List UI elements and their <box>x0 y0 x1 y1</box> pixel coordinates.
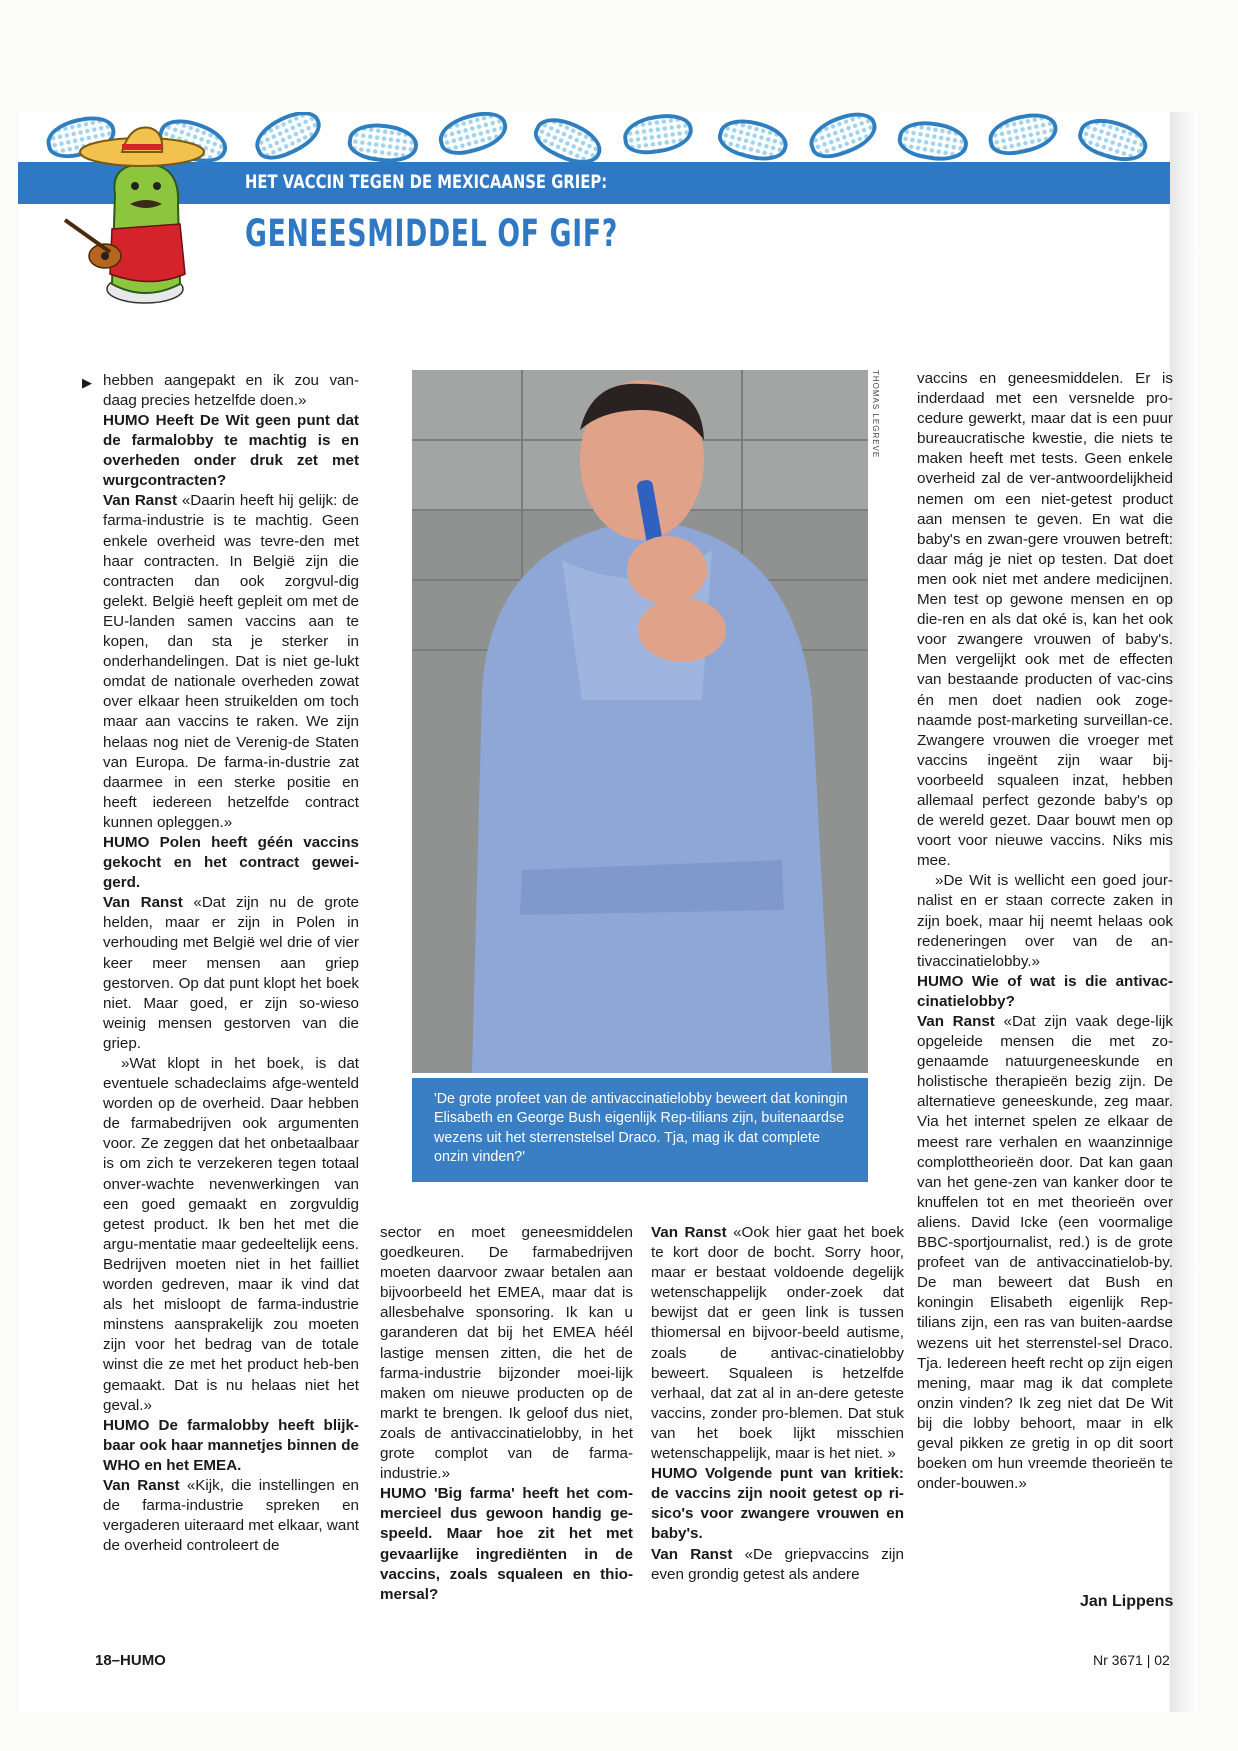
page-fold-shadow <box>1170 112 1198 1712</box>
paragraph: »Wat klopt in het boek, is dat eventuele schadeclaims afge-wenteld worden op de overheid. Daar hebben de farmabedrijven ook argumenten voor. Ze zeggen dat het onbetaalbaar is om zich te verzekeren tegen totaal onver-wachte nevenwerkingen van een goed gemaakt en zorgvuldig getest product. Ik ben het met die argu-mentatie maar gedeeltelijk eens. Bedrijven moeten niet in het failliet worden gedreven, maar ik vind dat als het misloopt de farma-industrie minstens aansprakelijk zou moeten zijn voor het bedrag van de totale winst die ze met het product heb-ben gemaakt. Dat is nu helaas niet het geval.» <box>103 1055 359 1414</box>
interview-question: HUMO 'Big farma' heeft het com-mercieel dus gewoon handig ge-speeld. Maar hoe zit het met gevaarlijke ingrediënten in de vaccins, zoals squaleen en thio-mersal? <box>380 1485 633 1603</box>
interview-question: HUMO Polen heeft géén vaccins gekocht en het contract gewei-gerd. <box>103 833 359 892</box>
interview-answer <box>651 1545 904 1585</box>
issue-number: Nr 3671 | 02 <box>1093 1652 1170 1668</box>
article-headline: GENEESMIDDEL OF GIF? <box>245 212 618 255</box>
interview-question: HUMO Volgende punt van kritiek: de vaccins zijn nooit getest op ri-sico's voor zwangere vrouwen en baby's. <box>651 1465 904 1543</box>
photo-caption: 'De grote profeet van de antivaccinatielobby beweert dat koningin Elisabeth en George Bush eigenlijk Rep-tilians zijn, buitenaardse wezens uit het sterrenstelsel Draco. Tja, mag ik dat complete onzin vinden?' <box>412 1078 868 1182</box>
portrait-photo <box>412 370 868 1073</box>
interview-question: HUMO De farmalobby heeft blijk-baar ook haar mannetjes binnen de WHO en het EMEA. <box>103 1416 359 1474</box>
text-column-3 <box>651 1223 904 1585</box>
interview-answer <box>103 1476 359 1556</box>
text-column-4 <box>917 369 1173 1494</box>
interview-question: HUMO Heeft De Wit geen punt dat de farmalobby te machtig is en overheden onder druk zet met wurgcontracten? <box>103 412 359 490</box>
page-number-left: 18–HUMO <box>95 1652 166 1669</box>
paragraph: hebben aangepakt en ik zou van-daag precies hetzelfde doen.» <box>103 372 359 410</box>
paragraph: sector en moet geneesmiddelen goedkeuren. De farmabedrijven moeten daarvoor zwaar betalen aan bijvoorbeeld het EMEA, maar dat is allesbehalve sponsoring. Ik kan u garanderen dat bij het EMEA héél lastige mensen zitten, die het de farma-industrie bijzonder moei-lijk maken om nieuwe producten op de markt te brengen. Ik geloof dus niet, zoals de antivaccinatielobby, in het grote complot van de farma-industrie.» <box>380 1224 633 1483</box>
paragraph: vaccins en geneesmiddelen. Er is inderdaad met een versnelde pro-cedure gewerkt, maar dat is een puur bureaucratische kwestie, die niets te maken heeft met tests. Geen enkele overheid zal de ver-antwoordelijkheid nemen om een niet-getest product aan mensen te geven. En wat die baby's en zwan-gere vrouwen betreft: daar mág je niet op testen. Dat doet men ook niet met andere medicijnen. Men test op gewone mensen en op die-ren en als dat oké is, kan het ook voor zwangere vrouwen of baby's. Men vergelijkt ook met de effecten van bestaande producten of vac-cins én men doet nadien ook zoge-naamde post-marketing surveillan-ce. Zwangere vrouwen die vroeger met vaccins ingeënt zijn waar bij-voorbeeld squaleen inzat, hebben allemaal perfect gezonde baby's op de wereld gezet. Daar bouwt men op voort voor nieuwe vaccins. Niks mis mee. <box>917 370 1173 870</box>
speaker-name: Van Ranst <box>917 1013 995 1030</box>
speaker-name: Van Ranst <box>103 894 183 912</box>
interview-answer <box>651 1223 904 1464</box>
answer-text: «Ook hier gaat het boek te kort door de bocht. Sorry hoor, maar er bestaat voldoende degelijk wetenschappelijk onder-zoek dat bewijst dat er geen link is tussen thiomersal en bijvoor-beeld autisme, zoals de antivac-cinatielobby beweert. Squaleen is hetzelfde verhaal, dat zat al in an-dere geteste vaccins, zonder pro-blemen. Dat stuk van het boek lijkt misschien wetenschappelijk, maar is het niet. » <box>651 1224 904 1463</box>
paragraph: »De Wit is wellicht een goed jour-nalist en er staan correcte zaken in zijn boek, maar hij neemt helaas ook redeneringen over van de an-tivaccinatielobby.» <box>917 872 1173 970</box>
answer-text: «Dat zijn nu de grote helden, maar er zijn in Polen in verhouding met België wel drie of vier keer meer mensen aan griep gestorven. Op dat punt klopt het boek niet. Maar goed, er zijn so-wieso weinig mensen gestorven van die griep. <box>103 894 359 1052</box>
speaker-name: Van Ranst <box>651 1545 733 1563</box>
cactus-mascot-icon <box>60 124 210 314</box>
byline: Jan Lippens <box>1080 1593 1174 1610</box>
interview-answer <box>917 1012 1173 1494</box>
speaker-name: Van Ranst <box>651 1224 727 1241</box>
answer-text: «Dat zijn vaak dege-lijk opgeleide mensen die met zo-genaamde natuurgeneeskunde en holistische therapieën bezig zijn. De alternatieve geneeskunde, zeg maar. Via het internet spelen ze elkaar de meest rare verhalen en waanzinnige complottheorieën door. Dat kan gaan van het gene-zen van kanker door te knuffelen tot en met theorieën over aliens. David Icke (een voormalige BBC-sportjournalist, red.) is de grote profeet van de antivaccinatielob-by. De man beweert dat Bush en koningin Elisabeth eigenlijk Rep-tilians zijn, een ras van buiten-aardse wezens uit het sterrenstel-sel Draco. Tja. Iedereen heeft recht op zijn eigen mening, maar mag ik dat complete onzin vinden? Ik zeg niet dat De Wit bij die lobby behoort, maar in elk geval pikken ze gretig in op dit soort boeken om hun vreemde theorieën te onder-bouwen.» <box>917 1013 1173 1493</box>
speaker-name: Van Ranst <box>103 492 178 510</box>
interview-answer <box>103 893 359 1054</box>
text-column-2 <box>380 1223 633 1605</box>
photo-credit: THOMAS LEGREVE <box>871 370 880 459</box>
speaker-name: Van Ranst <box>103 1476 180 1494</box>
bathrobe-man-illustration <box>412 370 868 1073</box>
answer-text: «De griepvaccins zijn even grondig getest als andere <box>651 1545 904 1583</box>
answer-text: «Kijk, die instellingen en de farma-industrie spreken en vergaderen uiteraard met elkaar, want de overheid controleert de <box>103 1476 359 1555</box>
text-column-1 <box>103 371 359 411</box>
continuation-arrow-icon: ▶ <box>82 375 92 390</box>
answer-text: «Daarin heeft hij gelijk: de farma-industrie is te machtig. Geen enkele overheid was tevre-den met haar contracten. In België zijn die contracten dan ook zorgvul-dig gelekt. België heeft gepleit om met de EU-landen samen vaccins aan te kopen, dan sta je sterker in onderhandelingen. Dat is niet ge-lukt omdat de nationale overheden zowat over elkaar heen struikelden om toch maar aan vaccins te raken. We zijn helaas nog niet de Verenig-de Staten van Europa. De farma-in-dustrie zat daarmee in een sterke positie en heeft iedereen hetzelfde contract kunnen opleggen.» <box>103 492 359 831</box>
article-kicker: HET VACCIN TEGEN DE MEXICAANSE GRIEP: <box>245 171 608 193</box>
text-column-1-body <box>103 411 359 1556</box>
interview-answer <box>103 491 359 833</box>
interview-question: HUMO Wie of wat is die antivac-cinatielobby? <box>917 972 1173 1010</box>
